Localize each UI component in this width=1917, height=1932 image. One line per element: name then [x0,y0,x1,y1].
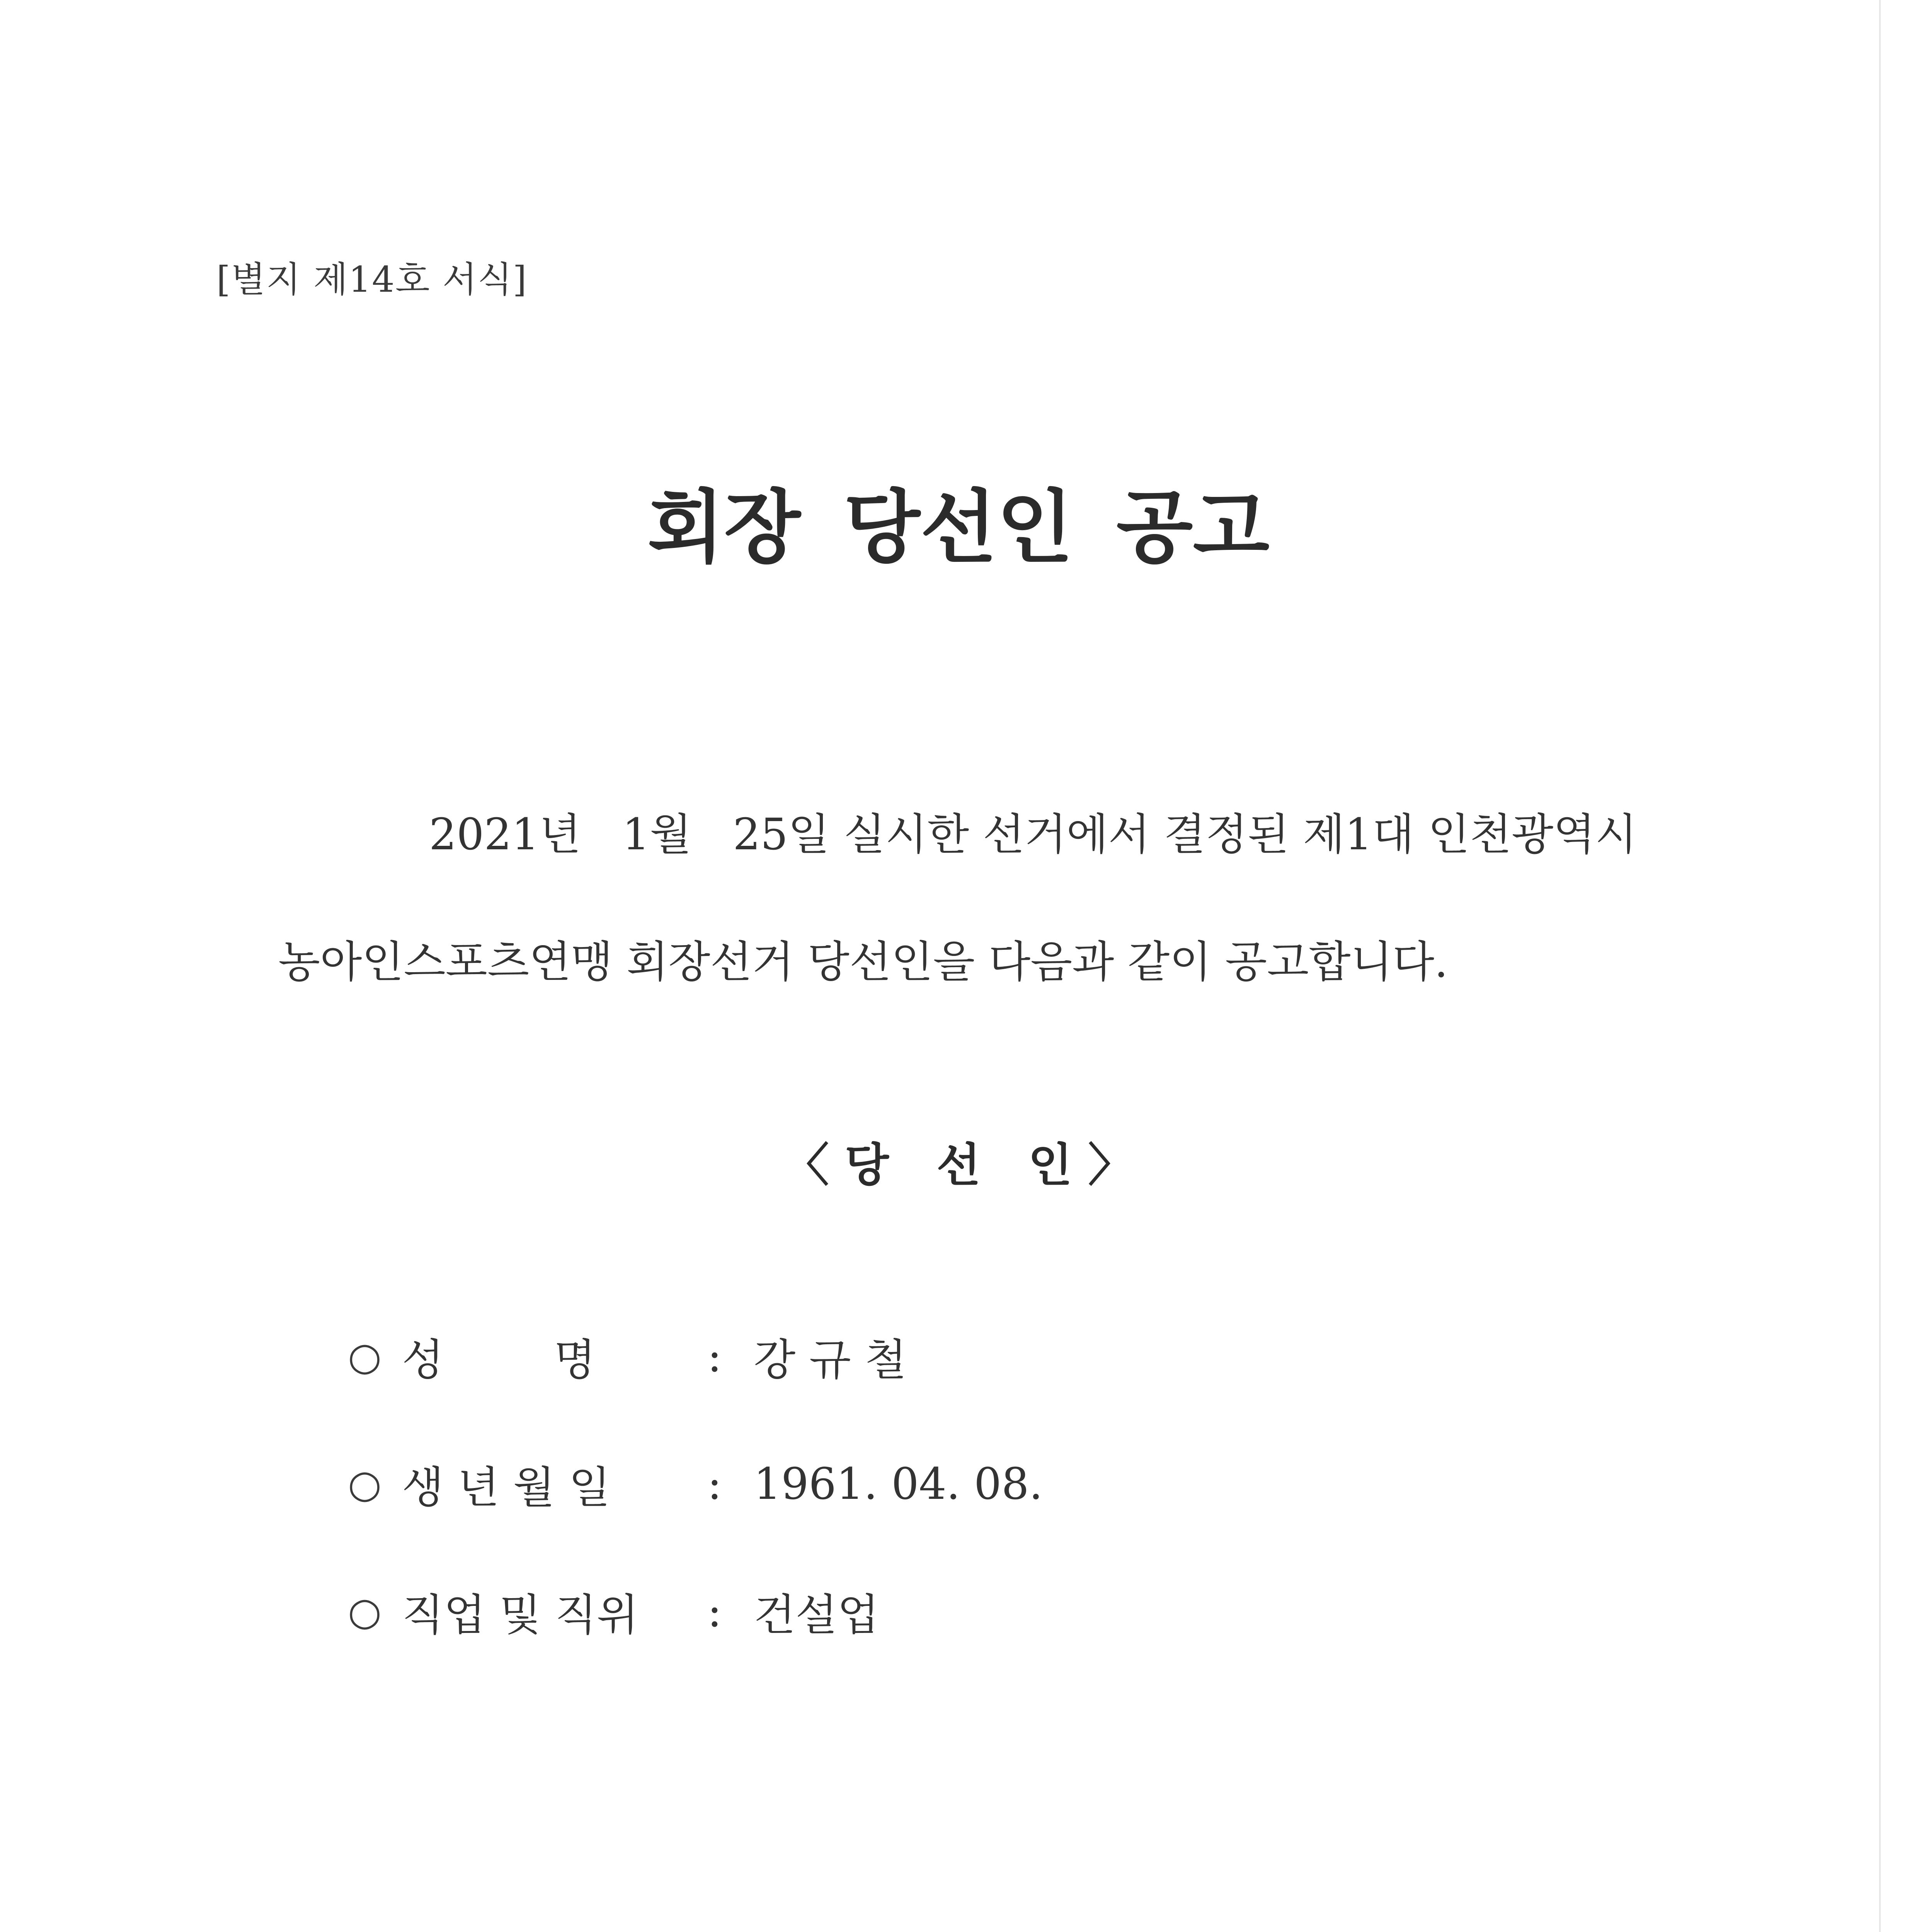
bullet-circle-icon: ○ [348,1461,382,1507]
form-label: [별지 제14호 서식] [216,259,528,300]
info-row-name [348,1325,907,1388]
info-label: 생 년 월 일 [402,1463,611,1513]
info-separator: : [707,1586,722,1637]
info-label: 직업 및 직위 [402,1590,639,1640]
info-row-birthdate [348,1453,1043,1515]
document-title: 회장 당선인 공고 [647,482,1270,574]
bullet-circle-icon: ○ [348,1589,382,1634]
body-text-line-1: 2021년 1월 25일 실시한 선거에서 결정된 제1대 인천광역시 [429,810,1637,860]
body-text-line-2: 농아인스포츠연맹 회장선거 당선인을 다음과 같이 공고합니다. [278,937,1448,987]
info-separator: : [707,1459,722,1509]
info-separator: : [707,1331,722,1382]
scan-edge-line [1879,0,1881,1932]
info-label: 성 명 [402,1335,596,1385]
section-heading: 〈 당 선 인 〉 [783,1138,1134,1192]
info-row-occupation [348,1580,879,1643]
info-value: 건설업 [754,1590,879,1640]
info-value: 1961. 04. 08. [754,1459,1043,1509]
info-value: 강 규 철 [754,1335,907,1385]
bullet-circle-icon: ○ [348,1334,382,1379]
